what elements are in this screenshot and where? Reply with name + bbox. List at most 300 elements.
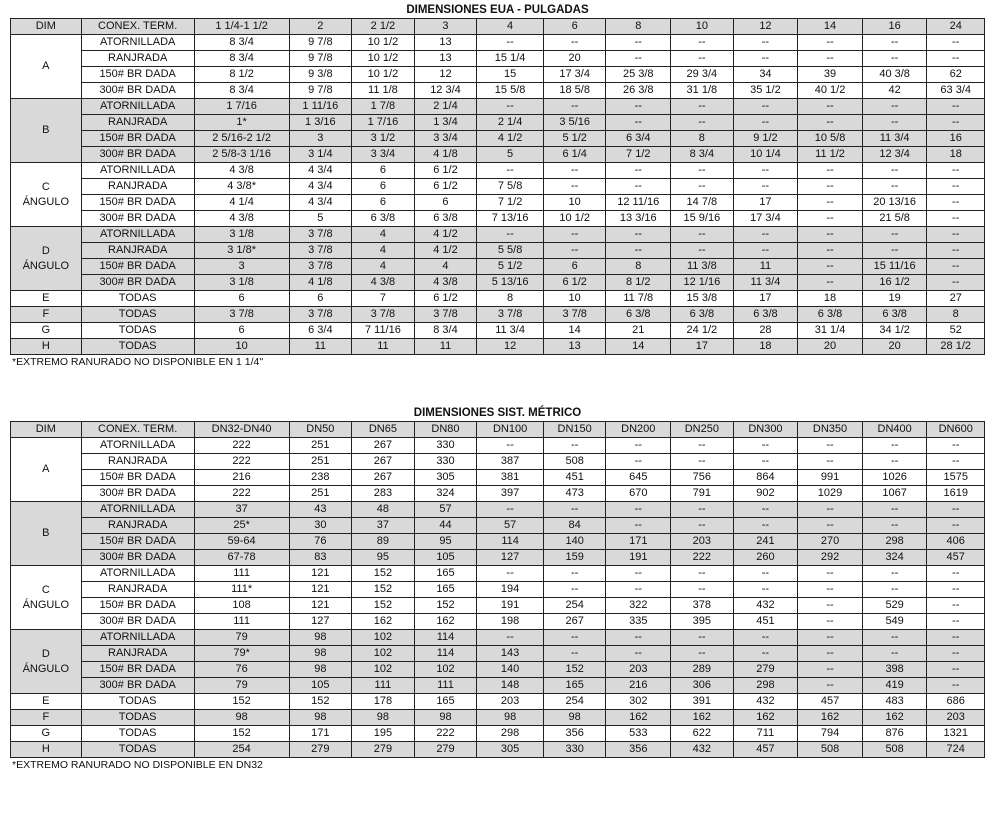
value-cell: 864: [733, 470, 798, 486]
value-cell: 42: [862, 83, 927, 99]
value-cell: 37: [194, 502, 289, 518]
connection-cell: 150# BR DADA: [81, 131, 194, 147]
value-cell: 991: [798, 470, 863, 486]
value-cell: 3 5/16: [543, 115, 606, 131]
value-cell: 13: [414, 35, 477, 51]
value-cell: 140: [477, 662, 544, 678]
value-cell: 152: [194, 726, 289, 742]
value-cell: 79: [194, 678, 289, 694]
value-cell: 2 1/4: [414, 99, 477, 115]
value-cell: 791: [671, 486, 734, 502]
value-cell: --: [671, 163, 734, 179]
table-row: [11, 195, 985, 211]
column-header: 2 1/2: [352, 19, 415, 35]
dim-label: ÁNGULO: [22, 195, 70, 208]
value-cell: 162: [606, 710, 671, 726]
value-cell: --: [733, 163, 798, 179]
value-cell: --: [927, 163, 985, 179]
value-cell: 4 1/2: [414, 227, 477, 243]
value-cell: 1575: [927, 470, 985, 486]
connection-cell: RANJRADA: [81, 179, 194, 195]
value-cell: 57: [477, 518, 544, 534]
value-cell: 5: [477, 147, 544, 163]
value-cell: 114: [477, 534, 544, 550]
value-cell: 10 1/4: [733, 147, 798, 163]
value-cell: 5 5/8: [477, 243, 544, 259]
value-cell: --: [798, 211, 863, 227]
value-cell: --: [606, 243, 671, 259]
value-cell: 31 1/8: [671, 83, 734, 99]
connection-cell: TODAS: [81, 694, 194, 710]
value-cell: 406: [927, 534, 985, 550]
value-cell: 4 3/4: [289, 179, 352, 195]
column-header: 6: [543, 19, 606, 35]
column-header: 14: [798, 19, 863, 35]
value-cell: 238: [289, 470, 352, 486]
value-cell: 121: [289, 598, 352, 614]
value-cell: --: [927, 630, 985, 646]
value-cell: 4 1/8: [289, 275, 352, 291]
value-cell: 127: [477, 550, 544, 566]
dim-label-cell: [11, 502, 82, 566]
value-cell: 432: [733, 598, 798, 614]
dim-label: G: [41, 727, 51, 739]
value-cell: 18 5/8: [543, 83, 606, 99]
metric-table: [10, 421, 985, 758]
value-cell: --: [798, 662, 863, 678]
value-cell: 76: [289, 534, 352, 550]
value-cell: --: [733, 518, 798, 534]
value-cell: 2 5/16-2 1/2: [194, 131, 289, 147]
value-cell: 105: [414, 550, 477, 566]
value-cell: --: [862, 243, 927, 259]
value-cell: --: [927, 179, 985, 195]
value-cell: 8 3/4: [194, 35, 289, 51]
value-cell: 28 1/2: [927, 339, 985, 355]
value-cell: 13: [414, 51, 477, 67]
value-cell: --: [927, 662, 985, 678]
value-cell: --: [927, 243, 985, 259]
value-cell: 84: [543, 518, 606, 534]
value-cell: 25*: [194, 518, 289, 534]
dim-label-cell: [11, 227, 82, 291]
value-cell: 622: [671, 726, 734, 742]
value-cell: --: [798, 275, 863, 291]
dim-label: C: [41, 583, 50, 596]
value-cell: 1321: [927, 726, 985, 742]
column-header: 3: [414, 19, 477, 35]
value-cell: 3 7/8: [289, 243, 352, 259]
metric-table-header: [11, 422, 985, 438]
value-cell: 6 3/8: [671, 307, 734, 323]
value-cell: 330: [414, 454, 477, 470]
dim-label: B: [42, 124, 50, 136]
column-header: 2: [289, 19, 352, 35]
table-row: [11, 51, 985, 67]
value-cell: --: [862, 630, 927, 646]
column-header: DN350: [798, 422, 863, 438]
connection-cell: 150# BR DADA: [81, 195, 194, 211]
value-cell: 165: [414, 694, 477, 710]
value-cell: --: [862, 51, 927, 67]
dim-label-cell: [11, 630, 82, 694]
value-cell: --: [733, 582, 798, 598]
column-header: DIM: [11, 19, 82, 35]
value-cell: 508: [543, 454, 606, 470]
value-cell: --: [798, 35, 863, 51]
value-cell: 260: [733, 550, 798, 566]
value-cell: 279: [289, 742, 352, 758]
imperial-table: [10, 18, 985, 355]
value-cell: 67-78: [194, 550, 289, 566]
value-cell: 1 11/16: [289, 99, 352, 115]
table-row: [11, 630, 985, 646]
value-cell: --: [671, 115, 734, 131]
value-cell: 306: [671, 678, 734, 694]
column-header: DN150: [543, 422, 606, 438]
value-cell: 4 3/8: [352, 275, 415, 291]
value-cell: 16 1/2: [862, 275, 927, 291]
value-cell: 279: [733, 662, 798, 678]
value-cell: --: [798, 454, 863, 470]
column-header: DN250: [671, 422, 734, 438]
value-cell: 6: [414, 195, 477, 211]
dim-label-cell: [11, 35, 82, 99]
value-cell: 171: [606, 534, 671, 550]
value-cell: 165: [543, 678, 606, 694]
value-cell: 17 3/4: [733, 211, 798, 227]
value-cell: --: [927, 259, 985, 275]
connection-cell: RANJRADA: [81, 454, 194, 470]
column-header: CONEX. TERM.: [81, 19, 194, 35]
value-cell: 267: [352, 438, 415, 454]
value-cell: --: [927, 275, 985, 291]
value-cell: 12: [414, 67, 477, 83]
header-row: [11, 422, 985, 438]
imperial-title: DIMENSIONES EUA - PULGADAS: [406, 4, 589, 16]
value-cell: 1619: [927, 486, 985, 502]
value-cell: 4: [352, 227, 415, 243]
connection-cell: ATORNILLADA: [81, 35, 194, 51]
value-cell: --: [927, 35, 985, 51]
value-cell: 162: [733, 710, 798, 726]
table-row: [11, 147, 985, 163]
value-cell: 4 3/4: [289, 195, 352, 211]
value-cell: 59-64: [194, 534, 289, 550]
value-cell: --: [671, 179, 734, 195]
table-row: [11, 518, 985, 534]
value-cell: 902: [733, 486, 798, 502]
value-cell: --: [543, 227, 606, 243]
value-cell: --: [927, 646, 985, 662]
value-cell: 330: [414, 438, 477, 454]
value-cell: --: [927, 454, 985, 470]
value-cell: --: [927, 227, 985, 243]
value-cell: 57: [414, 502, 477, 518]
dim-label-cell: [11, 438, 82, 502]
value-cell: --: [733, 35, 798, 51]
value-cell: 29 3/4: [671, 67, 734, 83]
value-cell: 10 1/2: [352, 51, 415, 67]
value-cell: --: [733, 646, 798, 662]
imperial-section: [10, 0, 985, 369]
value-cell: 335: [606, 614, 671, 630]
column-header: DN65: [352, 422, 415, 438]
value-cell: 165: [414, 582, 477, 598]
value-cell: 95: [414, 534, 477, 550]
value-cell: --: [606, 227, 671, 243]
value-cell: 254: [543, 598, 606, 614]
value-cell: --: [927, 99, 985, 115]
dim-label: E: [42, 695, 50, 707]
value-cell: 98: [194, 710, 289, 726]
table-row: [11, 502, 985, 518]
value-cell: 152: [194, 694, 289, 710]
value-cell: --: [543, 163, 606, 179]
connection-cell: 150# BR DADA: [81, 259, 194, 275]
value-cell: 26 3/8: [606, 83, 671, 99]
value-cell: 111: [194, 614, 289, 630]
value-cell: 686: [927, 694, 985, 710]
value-cell: --: [862, 438, 927, 454]
value-cell: 7 1/2: [477, 195, 544, 211]
value-cell: --: [798, 646, 863, 662]
table-row: [11, 339, 985, 355]
value-cell: 5 1/2: [477, 259, 544, 275]
value-cell: 483: [862, 694, 927, 710]
dim-label: ÁNGULO: [22, 259, 70, 272]
value-cell: 171: [289, 726, 352, 742]
value-cell: 3 1/8*: [194, 243, 289, 259]
value-cell: 8: [927, 307, 985, 323]
value-cell: 162: [414, 614, 477, 630]
value-cell: 121: [289, 566, 352, 582]
connection-cell: RANJRADA: [81, 51, 194, 67]
value-cell: 152: [289, 694, 352, 710]
column-header: 12: [733, 19, 798, 35]
value-cell: 152: [352, 566, 415, 582]
value-cell: 378: [671, 598, 734, 614]
value-cell: --: [477, 502, 544, 518]
value-cell: 159: [543, 550, 606, 566]
value-cell: 254: [543, 694, 606, 710]
connection-cell: 150# BR DADA: [81, 534, 194, 550]
value-cell: 108: [194, 598, 289, 614]
value-cell: 16: [927, 131, 985, 147]
dim-label: F: [42, 711, 50, 723]
value-cell: 143: [477, 646, 544, 662]
value-cell: 35 1/2: [733, 83, 798, 99]
value-cell: 17: [671, 339, 734, 355]
value-cell: 3 3/4: [414, 131, 477, 147]
value-cell: 37: [352, 518, 415, 534]
value-cell: --: [733, 227, 798, 243]
value-cell: --: [798, 598, 863, 614]
value-cell: 102: [352, 646, 415, 662]
value-cell: 52: [927, 323, 985, 339]
column-header: 24: [927, 19, 985, 35]
value-cell: --: [862, 518, 927, 534]
metric-title: DIMENSIONES SIST. MÉTRICO: [413, 407, 582, 419]
value-cell: 30: [289, 518, 352, 534]
value-cell: 111: [414, 678, 477, 694]
value-cell: --: [798, 243, 863, 259]
value-cell: --: [798, 115, 863, 131]
value-cell: 9 7/8: [289, 35, 352, 51]
value-cell: --: [477, 630, 544, 646]
value-cell: 4 3/8: [194, 211, 289, 227]
value-cell: 1*: [194, 115, 289, 131]
value-cell: 28: [733, 323, 798, 339]
value-cell: --: [798, 259, 863, 275]
table-row: [11, 211, 985, 227]
dim-label-cell: [11, 726, 82, 742]
value-cell: --: [927, 614, 985, 630]
value-cell: 15 9/16: [671, 211, 734, 227]
value-cell: 3 7/8: [477, 307, 544, 323]
value-cell: 162: [798, 710, 863, 726]
value-cell: 419: [862, 678, 927, 694]
value-cell: --: [606, 179, 671, 195]
dim-label: C: [41, 180, 50, 193]
connection-cell: 300# BR DADA: [81, 550, 194, 566]
value-cell: 3 1/8: [194, 275, 289, 291]
value-cell: --: [671, 566, 734, 582]
value-cell: --: [927, 518, 985, 534]
value-cell: 3: [289, 131, 352, 147]
value-cell: 7 1/2: [606, 147, 671, 163]
table-row: [11, 179, 985, 195]
table-row: [11, 470, 985, 486]
value-cell: 5 1/2: [543, 131, 606, 147]
value-cell: 4: [352, 259, 415, 275]
value-cell: 18: [733, 339, 798, 355]
value-cell: 391: [671, 694, 734, 710]
value-cell: 395: [671, 614, 734, 630]
value-cell: 6: [289, 291, 352, 307]
value-cell: 195: [352, 726, 415, 742]
value-cell: 7 5/8: [477, 179, 544, 195]
value-cell: 14: [606, 339, 671, 355]
value-cell: 330: [543, 742, 606, 758]
value-cell: 387: [477, 454, 544, 470]
value-cell: --: [671, 35, 734, 51]
value-cell: 457: [733, 742, 798, 758]
value-cell: 7 11/16: [352, 323, 415, 339]
connection-cell: 150# BR DADA: [81, 470, 194, 486]
value-cell: 6: [194, 291, 289, 307]
value-cell: 398: [862, 662, 927, 678]
value-cell: 241: [733, 534, 798, 550]
value-cell: 121: [289, 582, 352, 598]
value-cell: 6 3/8: [352, 211, 415, 227]
value-cell: 8 3/4: [414, 323, 477, 339]
value-cell: --: [798, 51, 863, 67]
value-cell: 645: [606, 470, 671, 486]
value-cell: 148: [477, 678, 544, 694]
value-cell: 20 13/16: [862, 195, 927, 211]
table-row: [11, 598, 985, 614]
table-row: [11, 227, 985, 243]
table-row: [11, 275, 985, 291]
value-cell: 432: [671, 742, 734, 758]
value-cell: 298: [862, 534, 927, 550]
dim-label: A: [42, 60, 50, 72]
value-cell: 98: [289, 630, 352, 646]
value-cell: --: [862, 163, 927, 179]
metric-footnote: *EXTREMO RANURADO NO DISPONIBLE EN DN32: [12, 759, 263, 771]
dim-label-cell: [11, 710, 82, 726]
value-cell: 83: [289, 550, 352, 566]
dim-label-cell: [11, 566, 82, 630]
value-cell: 4 1/4: [194, 195, 289, 211]
value-cell: 533: [606, 726, 671, 742]
value-cell: 114: [414, 646, 477, 662]
dim-label: H: [41, 340, 50, 352]
value-cell: --: [606, 454, 671, 470]
column-header: 8: [606, 19, 671, 35]
value-cell: 4 1/8: [414, 147, 477, 163]
connection-cell: RANJRADA: [81, 243, 194, 259]
table-row: [11, 646, 985, 662]
value-cell: 111*: [194, 582, 289, 598]
value-cell: --: [927, 438, 985, 454]
value-cell: --: [543, 646, 606, 662]
dim-label: A: [42, 463, 50, 475]
value-cell: 8: [477, 291, 544, 307]
value-cell: --: [733, 115, 798, 131]
table-row: [11, 662, 985, 678]
imperial-table-header: [11, 19, 985, 35]
value-cell: --: [862, 454, 927, 470]
value-cell: --: [671, 646, 734, 662]
value-cell: 191: [477, 598, 544, 614]
value-cell: 95: [352, 550, 415, 566]
value-cell: --: [733, 630, 798, 646]
value-cell: 222: [671, 550, 734, 566]
value-cell: 6 1/2: [414, 179, 477, 195]
value-cell: 381: [477, 470, 544, 486]
value-cell: --: [543, 566, 606, 582]
value-cell: 10 5/8: [798, 131, 863, 147]
value-cell: --: [543, 438, 606, 454]
value-cell: 98: [477, 710, 544, 726]
value-cell: 13 3/16: [606, 211, 671, 227]
value-cell: 251: [289, 454, 352, 470]
value-cell: --: [798, 438, 863, 454]
value-cell: 3 7/8: [543, 307, 606, 323]
value-cell: 222: [194, 454, 289, 470]
connection-cell: TODAS: [81, 742, 194, 758]
value-cell: 508: [862, 742, 927, 758]
value-cell: 20: [543, 51, 606, 67]
value-cell: --: [671, 630, 734, 646]
value-cell: --: [733, 438, 798, 454]
column-header: DN32-DN40: [194, 422, 289, 438]
table-row: [11, 582, 985, 598]
table-row: [11, 614, 985, 630]
value-cell: 10: [543, 195, 606, 211]
value-cell: 6 3/8: [733, 307, 798, 323]
connection-cell: 150# BR DADA: [81, 598, 194, 614]
value-cell: 191: [606, 550, 671, 566]
connection-cell: ATORNILLADA: [81, 630, 194, 646]
value-cell: 9 7/8: [289, 83, 352, 99]
column-header: 16: [862, 19, 927, 35]
table-row: [11, 438, 985, 454]
value-cell: 1 7/16: [352, 115, 415, 131]
value-cell: 15 5/8: [477, 83, 544, 99]
